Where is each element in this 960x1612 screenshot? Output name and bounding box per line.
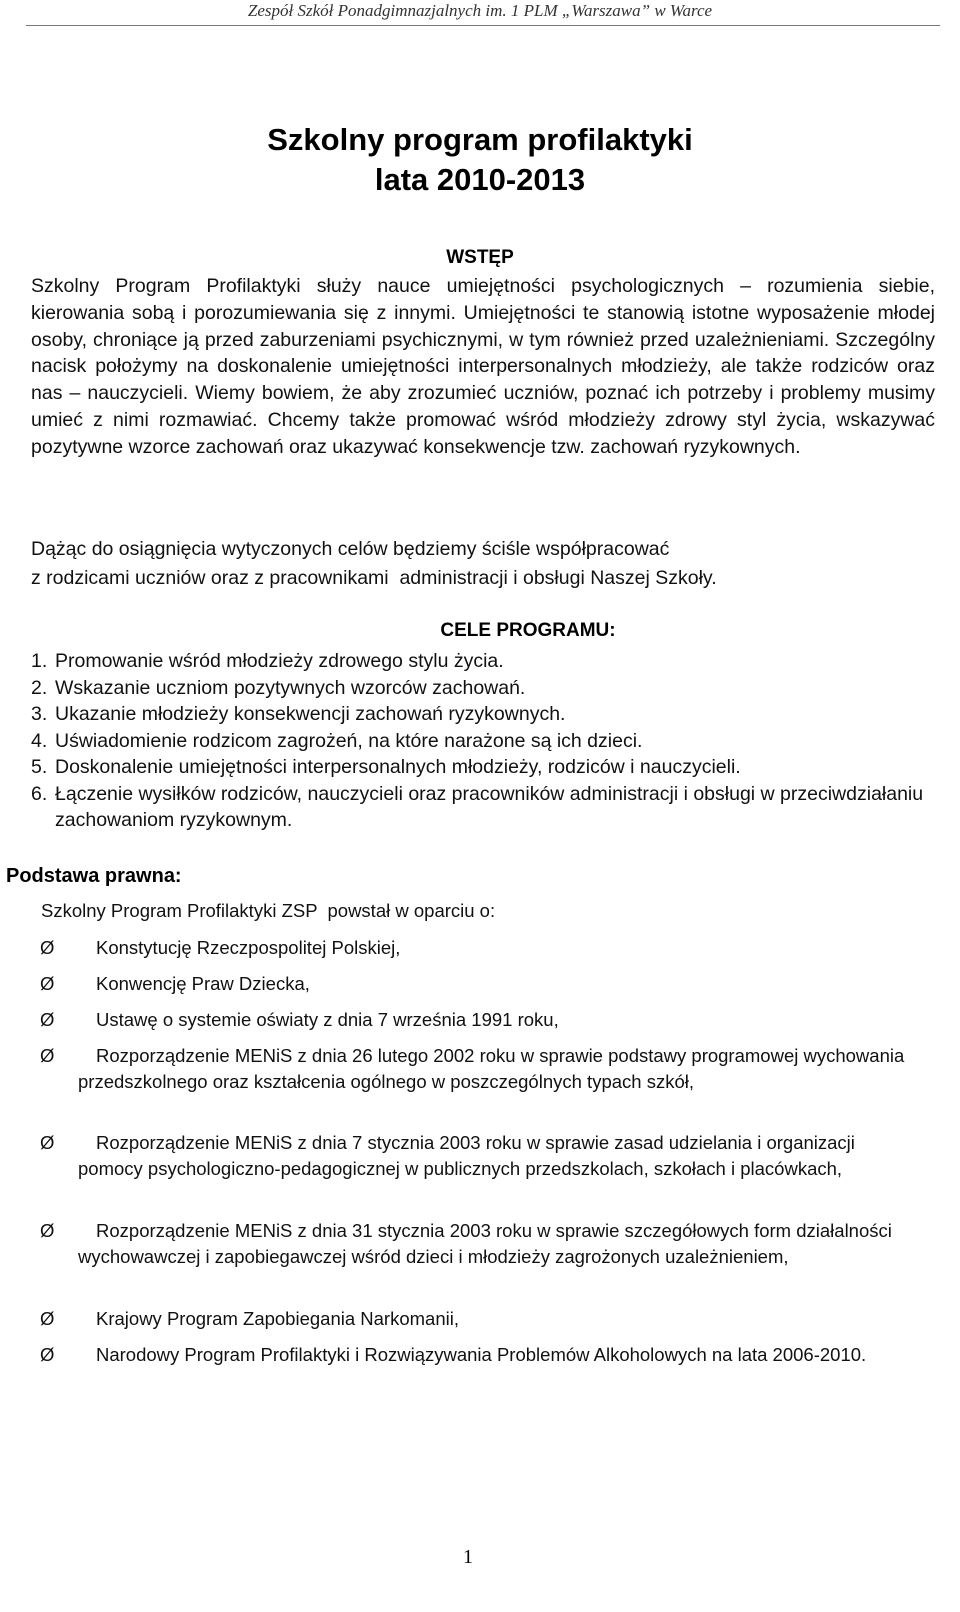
goal-item: [31, 701, 935, 728]
goal-text: Wskazanie uczniom pozytywnych wzorców zachowań.: [55, 676, 526, 699]
goal-text: Uświadomienie rodzicom zagrożeń, na które narażone są ich dzieci.: [55, 729, 643, 752]
goal-number: 4.: [31, 729, 48, 752]
goal-text: Łączenie wysiłków rodziców, nauczycieli oraz pracowników administracji i obsługi w przeciwdziałaniu zachowaniom ryzykownym.: [55, 782, 924, 831]
arrow-bullet-icon: Ø: [40, 1132, 55, 1153]
document-title: Szkolny program profilaktyki: [267, 122, 693, 157]
goal-text: Doskonalenie umiejętności interpersonalnych młodzieży, rodziców i nauczycieli.: [55, 756, 741, 778]
document-subtitle: lata 2010-2013: [374, 162, 586, 197]
legal-basis-text: Rozporządzenie MENiS z dnia 26 lutego 2002 roku w sprawie podstawy programowej wychowania przedszkolnego oraz kształcenia ogólnego w poszczególnych typach szkół,: [78, 1045, 905, 1092]
legal-basis-text: Krajowy Program Zapobiegania Narkomanii,: [96, 1308, 459, 1329]
goal-item: [31, 675, 935, 702]
legal-basis-heading: Podstawa prawna:: [6, 865, 182, 887]
intro-cooperation-line-2: z rodzicami uczniów oraz z pracownikami administracji i obsługi Naszej Szkoły.: [31, 567, 717, 589]
goal-item: [31, 754, 935, 781]
goals-list: [31, 648, 935, 834]
goals-heading: CELE PROGRAMU:: [440, 620, 616, 641]
page-number: 1: [463, 1546, 473, 1568]
goal-number: 5.: [31, 756, 48, 778]
legal-basis-item: [40, 935, 920, 961]
legal-basis-text: Ustawę o systemie oświaty z dnia 7 września 1991 roku,: [96, 1009, 559, 1030]
arrow-bullet-icon: Ø: [40, 1045, 55, 1066]
intro-heading: WSTĘP: [446, 247, 514, 268]
arrow-bullet-icon: Ø: [40, 937, 55, 958]
goal-number: 2.: [31, 676, 48, 699]
intro-paragraph-cooperation: [31, 535, 935, 593]
legal-basis-intro: Szkolny Program Profilaktyki ZSP powstał w oparciu o:: [41, 900, 496, 921]
legal-basis-item: [40, 1007, 920, 1033]
legal-basis-item: [40, 1043, 920, 1095]
arrow-bullet-icon: Ø: [40, 1009, 55, 1030]
legal-basis-text: Konwencję Praw Dziecka,: [96, 973, 310, 994]
header-divider: [26, 25, 940, 26]
intro-paragraph: Szkolny Program Profilaktyki służy nauce umiejętności psychologicznych – rozumienia siebie, kierowania sobą i porozumiewania się z innymi. Umiejętności te stanowią istotne wyposażenie młodej osoby, chroniące ją przed zaburzeniami psychicznymi, w tym również przed uzależnieniami. Szczególny nacisk położymy na doskonalenie umiejętności interpersonalnych młodzieży, ale także rodziców oraz nas – nauczycieli. Wiemy bowiem, że aby zrozumieć uczniów, poznać ich potrzeby i problemy musimy umieć z nimi rozmawiać. Chcemy także promować wśród młodzieży zdrowy styl życia, wskazywać pozytywne wzorce zachowań oraz ukazywać konsekwencje tzw. zachowań ryzykownych.: [31, 275, 935, 458]
arrow-bullet-icon: Ø: [40, 1220, 55, 1241]
legal-basis-item: [40, 1218, 920, 1270]
arrow-bullet-icon: Ø: [40, 1308, 55, 1329]
arrow-bullet-icon: Ø: [40, 973, 55, 994]
goal-item: [31, 728, 935, 755]
intro-cooperation-line-1: Dążąc do osiągnięcia wytyczonych celów będziemy ściśle współpracować: [31, 538, 670, 560]
legal-basis-text: Konstytucję Rzeczpospolitej Polskiej,: [96, 937, 401, 958]
legal-basis-text: Narodowy Program Profilaktyki i Rozwiązywania Problemów Alkoholowych na lata 2006-2010.: [96, 1344, 867, 1365]
goal-number: 3.: [31, 703, 48, 725]
legal-basis-item: [40, 1130, 920, 1182]
goal-item: [31, 781, 935, 834]
page-header: Zespół Szkół Ponadgimnazjalnych im. 1 PLM „Warszawa” w Warce: [247, 1, 713, 20]
legal-basis-text: Rozporządzenie MENiS z dnia 7 stycznia 2003 roku w sprawie zasad udzielania i organizacji pomocy psychologiczno-pedagogicznej w publicznych przedszkolach, szkołach i placówkach,: [78, 1132, 855, 1179]
legal-basis-text: Rozporządzenie MENiS z dnia 31 stycznia 2003 roku w sprawie szczegółowych form działalności wychowawczej i zapobiegawczej wśród dzieci i młodzieży zagrożonych uzależnieniem,: [78, 1220, 892, 1267]
legal-basis-item: [40, 1342, 920, 1368]
goal-text: Ukazanie młodzieży konsekwencji zachowań ryzykownych.: [55, 703, 566, 725]
goal-text: Promowanie wśród młodzieży zdrowego stylu życia.: [55, 650, 504, 672]
legal-basis-item: [40, 971, 920, 997]
goal-number: 6.: [31, 782, 48, 805]
arrow-bullet-icon: Ø: [40, 1344, 55, 1365]
legal-basis-item: [40, 1306, 920, 1332]
goal-item: [31, 648, 935, 675]
goal-number: 1.: [31, 650, 48, 672]
